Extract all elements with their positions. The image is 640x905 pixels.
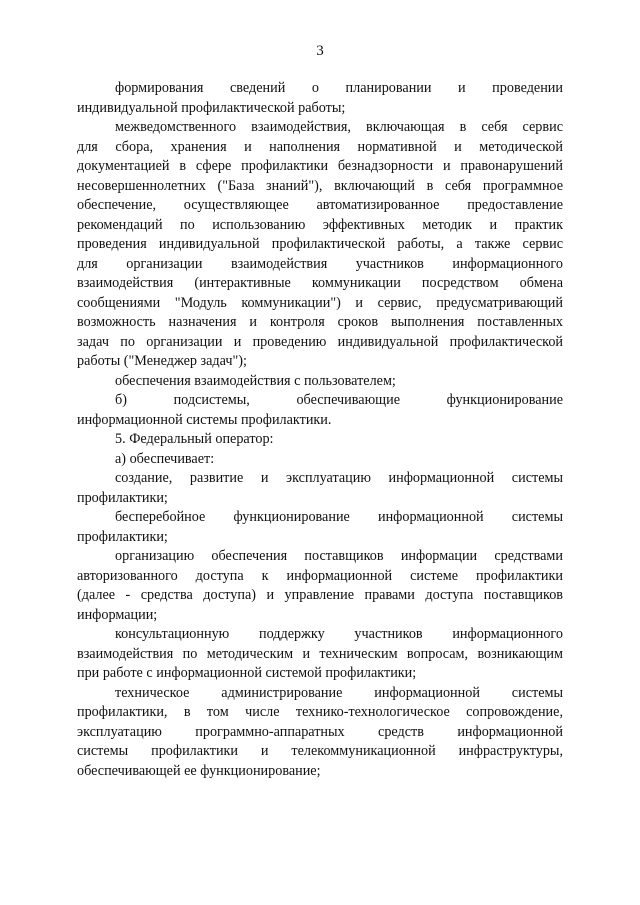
paragraph bbox=[77, 430, 563, 450]
text-line: формирования сведений о планировании и проведении bbox=[115, 80, 563, 96]
paragraph bbox=[77, 684, 563, 782]
text-line: индивидуальной профилактической работы; bbox=[77, 99, 346, 116]
text-line: задач по организации и проведению индивидуальной профилактической bbox=[77, 333, 563, 350]
text-line: информации; bbox=[77, 606, 158, 623]
text-line: бесперебойное функционирование информационной системы bbox=[115, 509, 563, 525]
text-line: обеспечения взаимодействия с пользователем; bbox=[115, 372, 396, 389]
text-line: организацию обеспечения поставщиков информации средствами bbox=[115, 548, 563, 564]
text-line: авторизованного доступа к информационной системе профилактики bbox=[77, 567, 563, 584]
paragraph bbox=[77, 625, 563, 684]
text-line: для сбора, хранения и наполнения нормативной и методической bbox=[77, 138, 563, 155]
text-line: консультационную поддержку участников информационного bbox=[115, 626, 563, 642]
text-line: профилактики, в том числе технико-технологическое сопровождение, bbox=[77, 704, 563, 720]
paragraph bbox=[77, 547, 563, 625]
text-line: б) подсистемы, обеспечивающие функционирование bbox=[115, 392, 563, 408]
text-line: 5. Федеральный оператор: bbox=[115, 431, 274, 447]
text-line: профилактики; bbox=[77, 528, 168, 545]
text-line: информационной системы профилактики. bbox=[77, 411, 332, 428]
text-line: сообщениями "Модуль коммуникации") и сервис, предусматривающий bbox=[77, 294, 563, 311]
text-line: работы ("Менеджер задач"); bbox=[77, 353, 247, 369]
text-line: для организации взаимодействия участников информационного bbox=[77, 255, 563, 272]
text-line: (далее - средства доступа) и управление правами доступа поставщиков bbox=[77, 587, 563, 603]
text-line: системы профилактики и телекоммуникационной инфраструктуры, bbox=[77, 743, 563, 759]
text-line: взаимодействия (интерактивные коммуникации посредством обмена bbox=[77, 275, 563, 291]
text-line: профилактики; bbox=[77, 489, 168, 506]
text-line: создание, развитие и эксплуатацию информационной системы bbox=[115, 470, 563, 486]
text-line: при работе с информационной системой профилактики; bbox=[77, 665, 417, 681]
paragraph bbox=[77, 372, 563, 392]
paragraph bbox=[77, 508, 563, 547]
text-line: а) обеспечивает: bbox=[115, 450, 215, 467]
text-line: рекомендаций по использованию эффективных методик и практик bbox=[77, 216, 563, 233]
text-line: техническое администрирование информационной системы bbox=[115, 684, 563, 701]
paragraph bbox=[77, 118, 563, 372]
text-line: возможность назначения и контроля сроков выполнения поставленных bbox=[77, 314, 563, 330]
text-line: несовершеннолетних ("База знаний"), включающий в себя программное bbox=[77, 177, 563, 194]
text-line: обеспечение, осуществляющее автоматизированное предоставление bbox=[77, 197, 563, 213]
paragraph bbox=[77, 450, 563, 470]
paragraph bbox=[77, 79, 563, 118]
document-body bbox=[77, 79, 563, 781]
text-line: обеспечивающей ее функционирование; bbox=[77, 762, 321, 779]
text-line: эксплуатацию программно-аппаратных средств информационной bbox=[77, 723, 563, 740]
text-line: проведения индивидуальной профилактической работы, а также сервис bbox=[77, 236, 563, 252]
paragraph bbox=[77, 391, 563, 430]
text-line: межведомственного взаимодействия, включающая в себя сервис bbox=[115, 119, 563, 135]
page-number: 3 bbox=[316, 43, 324, 59]
text-line: документацией в сфере профилактики безнадзорности и правонарушений bbox=[77, 158, 563, 174]
paragraph bbox=[77, 469, 563, 508]
text-line: взаимодействия по методическим и техническим вопросам, возникающим bbox=[77, 645, 563, 662]
